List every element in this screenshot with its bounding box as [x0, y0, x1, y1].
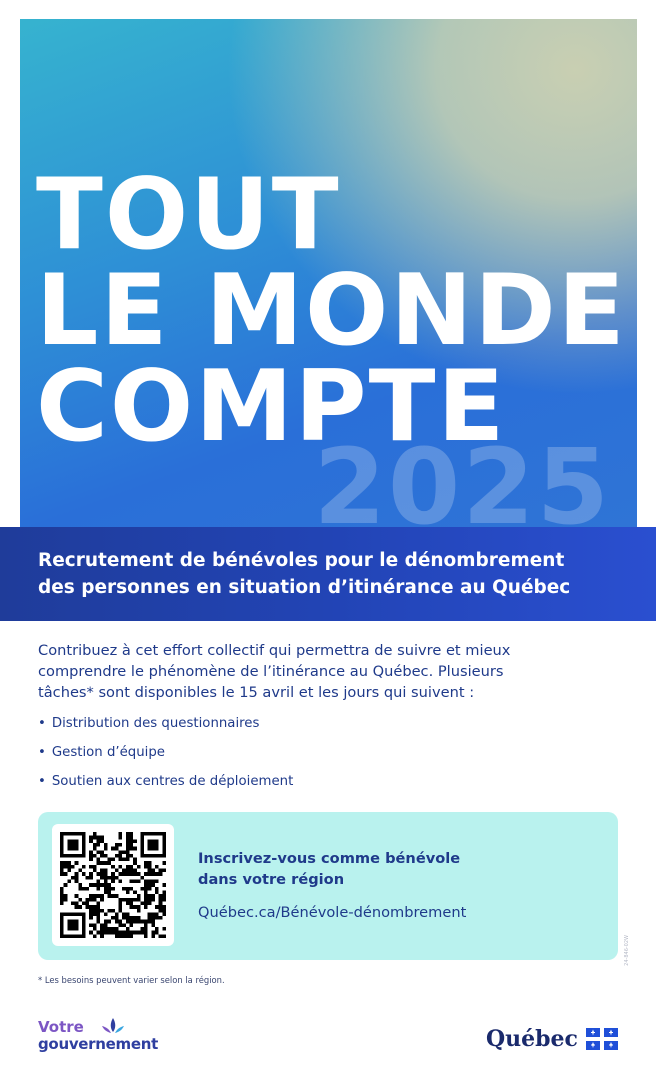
recruitment-banner: [0, 527, 656, 621]
votre-gouvernement-logo: [38, 1018, 168, 1056]
gov-logo-line-1: Votre: [38, 1018, 84, 1036]
hero-year: 2025: [313, 426, 611, 527]
intro-line-2: comprendre le phénomène de l’itinérance au Québec. Plusieurs: [38, 663, 504, 680]
banner-line-1: Recrutement de bénévoles pour le dénombrement: [38, 550, 565, 571]
task-item: • Gestion d’équipe: [38, 743, 293, 772]
intro-paragraph: [38, 640, 628, 703]
signup-heading-line-1: Inscrivez-vous comme bénévole: [198, 850, 461, 867]
hero-title-line-2: LE MONDE: [36, 254, 627, 368]
banner-line-2: des personnes en situation d’itinérance au Québec: [38, 577, 571, 598]
qr-code-graphic: [60, 832, 166, 938]
signup-box: [38, 812, 618, 960]
task-item: • Soutien aux centres de déploiement: [38, 772, 293, 801]
qr-code-icon[interactable]: [52, 824, 174, 946]
document-code: 24-846-02W: [624, 935, 630, 966]
hero-title-line-3: COMPTE: [36, 350, 507, 464]
hero-section: [20, 19, 637, 527]
intro-line-1: Contribuez à cet effort collectif qui permettra de suivre et mieux: [38, 642, 511, 659]
intro-line-3: tâches* sont disponibles le 15 avril et les jours qui suivent :: [38, 684, 475, 701]
gov-logo-line-2: gouvernement: [38, 1035, 158, 1053]
hero-title-line-1: TOUT: [36, 158, 341, 272]
task-item: • Distribution des questionnaires: [38, 714, 293, 743]
signup-text: [198, 848, 466, 923]
signup-heading-line-2: dans votre région: [198, 871, 345, 888]
task-list: [38, 714, 293, 801]
footnote: * Les besoins peuvent varier selon la région.: [38, 975, 225, 985]
fleur-de-lis-flag-icon: [586, 1028, 618, 1050]
hero-title: [36, 158, 627, 464]
gov-leaf-icon: [98, 1018, 128, 1036]
signup-url-link[interactable]: Québec.ca/Bénévole-dénombrement: [198, 904, 467, 921]
quebec-wordmark: Québec: [486, 1026, 578, 1052]
